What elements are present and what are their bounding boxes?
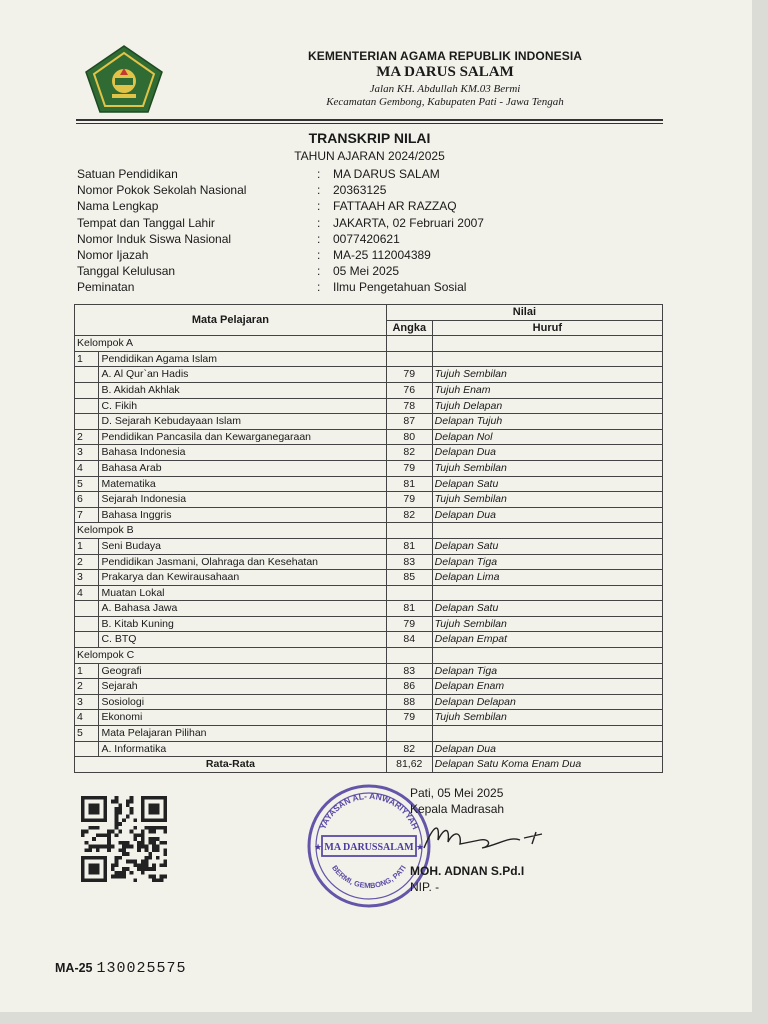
empty-cell (432, 523, 662, 539)
table-row (75, 429, 663, 445)
info-separator: : (317, 280, 321, 295)
grade-huruf: Delapan Enam (432, 679, 662, 695)
row-number (75, 398, 99, 414)
subject-name: Bahasa Inggris (99, 507, 386, 523)
grade-angka: 83 (386, 663, 432, 679)
row-number (75, 367, 99, 383)
info-value: FATTAAH AR RAZZAQ (333, 199, 457, 214)
subject-name: Prakarya dan Kewirausahaan (99, 570, 386, 586)
grade-huruf: Delapan Lima (432, 570, 662, 586)
group-label: Kelompok C (75, 648, 387, 664)
subject-name: C. BTQ (99, 632, 386, 648)
table-row (75, 414, 663, 430)
subject-name: Bahasa Indonesia (99, 445, 386, 461)
serial-code: MA-25 (55, 961, 93, 975)
grade-angka: 87 (386, 414, 432, 430)
info-label: Peminatan (77, 280, 135, 295)
table-row (75, 741, 663, 757)
row-number: 7 (75, 507, 99, 523)
grade-huruf: Delapan Dua (432, 507, 662, 523)
table-row (75, 632, 663, 648)
subject-name: Pendidikan Agama Islam (99, 351, 386, 367)
stamp-center-text: MA DARUSSALAM (324, 842, 414, 853)
stamp-bottom-text: BERMI, GEMBONG, PATI (330, 863, 408, 891)
row-number (75, 632, 99, 648)
subject-name: Muatan Lokal (99, 585, 386, 601)
info-separator: : (317, 231, 321, 246)
signature-role: Kepala Madrasah (410, 802, 505, 816)
school-name: MA DARUS SALAM (376, 64, 514, 80)
subject-name: D. Sejarah Kebudayaan Islam (99, 414, 386, 430)
subject-name: Mata Pelajaran Pilihan (99, 726, 386, 742)
info-label: Satuan Pendidikan (77, 167, 178, 181)
subject-name: Matematika (99, 476, 386, 492)
grade-angka: 86 (386, 679, 432, 695)
grade-huruf: Tujuh Sembilan (432, 710, 662, 726)
grade-angka: 81 (386, 538, 432, 554)
info-separator: : (317, 247, 321, 262)
table-row (75, 398, 663, 414)
subject-name: C. Fikih (99, 398, 386, 414)
info-separator: : (317, 183, 321, 198)
grade-huruf: Delapan Nol (432, 429, 662, 445)
grade-angka: 82 (386, 445, 432, 461)
empty-cell (386, 648, 432, 664)
table-row (75, 710, 663, 726)
info-value: MA-25 112004389 (333, 247, 431, 262)
grade-angka: 79 (386, 616, 432, 632)
grade-angka: 78 (386, 398, 432, 414)
info-label: Nama Lengkap (77, 199, 159, 214)
table-row (75, 382, 663, 398)
grade-angka: 79 (386, 367, 432, 383)
row-number (75, 601, 99, 617)
table-row (75, 476, 663, 492)
grade-huruf: Tujuh Sembilan (432, 616, 662, 632)
grade-huruf: Tujuh Delapan (432, 398, 662, 414)
grade-angka: 81 (386, 476, 432, 492)
info-value: MA DARUS SALAM (333, 167, 440, 181)
grade-huruf: Delapan Dua (432, 741, 662, 757)
row-number: 5 (75, 476, 99, 492)
subject-name: Sosiologi (99, 694, 386, 710)
row-number (75, 382, 99, 398)
grade-angka: 83 (386, 554, 432, 570)
row-number: 6 (75, 492, 99, 508)
group-row (75, 336, 663, 352)
info-separator: : (317, 215, 321, 230)
table-row (75, 460, 663, 476)
stamp-top-text: YAYASAN AL- ANWARIYYAH (317, 790, 421, 831)
row-number: 2 (75, 554, 99, 570)
group-row (75, 523, 663, 539)
grade-huruf: Tujuh Sembilan (432, 460, 662, 476)
grade-huruf: Delapan Satu (432, 538, 662, 554)
grade-angka: 79 (386, 710, 432, 726)
subject-name: Geografi (99, 663, 386, 679)
row-number (75, 616, 99, 632)
serial-number: 130025575 (96, 960, 187, 977)
table-row (75, 726, 663, 742)
header-huruf: Huruf (432, 320, 662, 336)
average-label: Rata-Rata (75, 757, 387, 773)
grade-huruf (432, 726, 662, 742)
header-nilai: Nilai (386, 305, 662, 321)
subject-name: Sejarah Indonesia (99, 492, 386, 508)
row-number: 2 (75, 429, 99, 445)
header-subject: Mata Pelajaran (75, 305, 387, 336)
empty-cell (386, 336, 432, 352)
average-row (75, 757, 663, 773)
empty-cell (386, 523, 432, 539)
table-row (75, 507, 663, 523)
document-serial (55, 960, 187, 977)
info-label: Nomor Induk Siswa Nasional (77, 231, 232, 246)
table-row (75, 694, 663, 710)
header-rule-thin (76, 123, 663, 124)
average-angka: 81,62 (386, 757, 432, 773)
grade-huruf: Delapan Tiga (432, 554, 662, 570)
info-separator: : (317, 167, 321, 181)
grade-huruf: Delapan Tiga (432, 663, 662, 679)
grade-angka: 79 (386, 460, 432, 476)
info-value: 0077420621 (333, 231, 400, 246)
subject-name: A. Informatika (99, 741, 386, 757)
table-row (75, 538, 663, 554)
document-title: TRANSKRIP NILAI (308, 130, 431, 146)
group-row (75, 648, 663, 664)
grade-angka: 80 (386, 429, 432, 445)
grade-angka (386, 351, 432, 367)
row-number: 4 (75, 710, 99, 726)
grade-angka: 76 (386, 382, 432, 398)
grade-angka: 82 (386, 741, 432, 757)
subject-name: Ekonomi (99, 710, 386, 726)
table-row (75, 554, 663, 570)
grade-angka: 85 (386, 570, 432, 586)
info-label: Tempat dan Tanggal Lahir (77, 215, 215, 230)
info-value: 05 Mei 2025 (333, 264, 400, 279)
table-row (75, 445, 663, 461)
empty-cell (432, 336, 662, 352)
subject-name: B. Kitab Kuning (99, 616, 386, 632)
grade-angka: 81 (386, 601, 432, 617)
row-number: 4 (75, 460, 99, 476)
row-number: 1 (75, 663, 99, 679)
subject-name: A. Bahasa Jawa (99, 601, 386, 617)
info-label: Nomor Ijazah (77, 247, 149, 262)
subject-name: Bahasa Arab (99, 460, 386, 476)
signature-place-date: Pati, 05 Mei 2025 (410, 786, 504, 800)
grade-huruf (432, 351, 662, 367)
table-row (75, 601, 663, 617)
table-row (75, 351, 663, 367)
grade-huruf (432, 585, 662, 601)
grade-angka: 79 (386, 492, 432, 508)
info-value: JAKARTA, 02 Februari 2007 (333, 215, 484, 230)
grade-huruf: Tujuh Enam (432, 382, 662, 398)
row-number: 3 (75, 570, 99, 586)
grade-huruf: Tujuh Sembilan (432, 492, 662, 508)
row-number: 5 (75, 726, 99, 742)
row-number: 3 (75, 445, 99, 461)
info-value: 20363125 (333, 183, 387, 198)
subject-name: Seni Budaya (99, 538, 386, 554)
row-number: 1 (75, 538, 99, 554)
info-label: Nomor Pokok Sekolah Nasional (77, 183, 247, 198)
grade-angka: 82 (386, 507, 432, 523)
row-number (75, 414, 99, 430)
grade-angka (386, 726, 432, 742)
info-value: Ilmu Pengetahuan Sosial (333, 280, 467, 295)
signatory-nip: NIP. - (410, 880, 440, 894)
table-row (75, 585, 663, 601)
academic-year: TAHUN AJARAN 2024/2025 (294, 149, 445, 163)
header-rule-thick (76, 119, 663, 121)
row-number: 2 (75, 679, 99, 695)
table-row (75, 492, 663, 508)
header-angka: Angka (386, 320, 432, 336)
grade-angka (386, 585, 432, 601)
grade-huruf: Delapan Delapan (432, 694, 662, 710)
grade-huruf: Delapan Dua (432, 445, 662, 461)
table-row (75, 616, 663, 632)
svg-text:★: ★ (314, 842, 323, 852)
grade-huruf: Delapan Tujuh (432, 414, 662, 430)
subject-name: B. Akidah Akhlak (99, 382, 386, 398)
ministry-name: KEMENTERIAN AGAMA REPUBLIK INDONESIA (307, 49, 583, 63)
group-label: Kelompok A (75, 336, 387, 352)
table-row (75, 663, 663, 679)
grade-angka: 88 (386, 694, 432, 710)
grades-table (74, 304, 663, 773)
table-row (75, 367, 663, 383)
grade-huruf: Delapan Empat (432, 632, 662, 648)
qr-code-icon (78, 796, 170, 882)
row-number: 3 (75, 694, 99, 710)
school-address-region: Kecamatan Gembong, Kabupaten Pati - Jawa Tengah (326, 96, 564, 108)
info-separator: : (317, 199, 321, 214)
svg-text:★: ★ (416, 842, 425, 852)
grade-huruf: Delapan Satu (432, 601, 662, 617)
table-row (75, 570, 663, 586)
svg-text:BERMI, GEMBONG, PATI (330, 863, 408, 890)
subject-name: A. Al Qur`an Hadis (99, 367, 386, 383)
info-label: Tanggal Kelulusan (77, 264, 176, 279)
grade-angka: 84 (386, 632, 432, 648)
grade-huruf: Delapan Satu (432, 476, 662, 492)
average-huruf: Delapan Satu Koma Enam Dua (432, 757, 662, 773)
subject-name: Sejarah (99, 679, 386, 695)
subject-name: Pendidikan Pancasila dan Kewarganegaraan (99, 429, 386, 445)
signatory-name: MOH. ADNAN S.Pd.I (410, 864, 525, 878)
school-address-street: Jalan KH. Abdullah KM.03 Bermi (369, 83, 521, 95)
ministry-pentagon-emblem-icon (84, 44, 164, 114)
info-separator: : (317, 264, 321, 279)
row-number: 1 (75, 351, 99, 367)
empty-cell (432, 648, 662, 664)
row-number: 4 (75, 585, 99, 601)
grade-huruf: Tujuh Sembilan (432, 367, 662, 383)
group-label: Kelompok B (75, 523, 387, 539)
table-row (75, 679, 663, 695)
row-number (75, 741, 99, 757)
subject-name: Pendidikan Jasmani, Olahraga dan Kesehatan (99, 554, 386, 570)
signature-scribble-icon (420, 818, 550, 858)
